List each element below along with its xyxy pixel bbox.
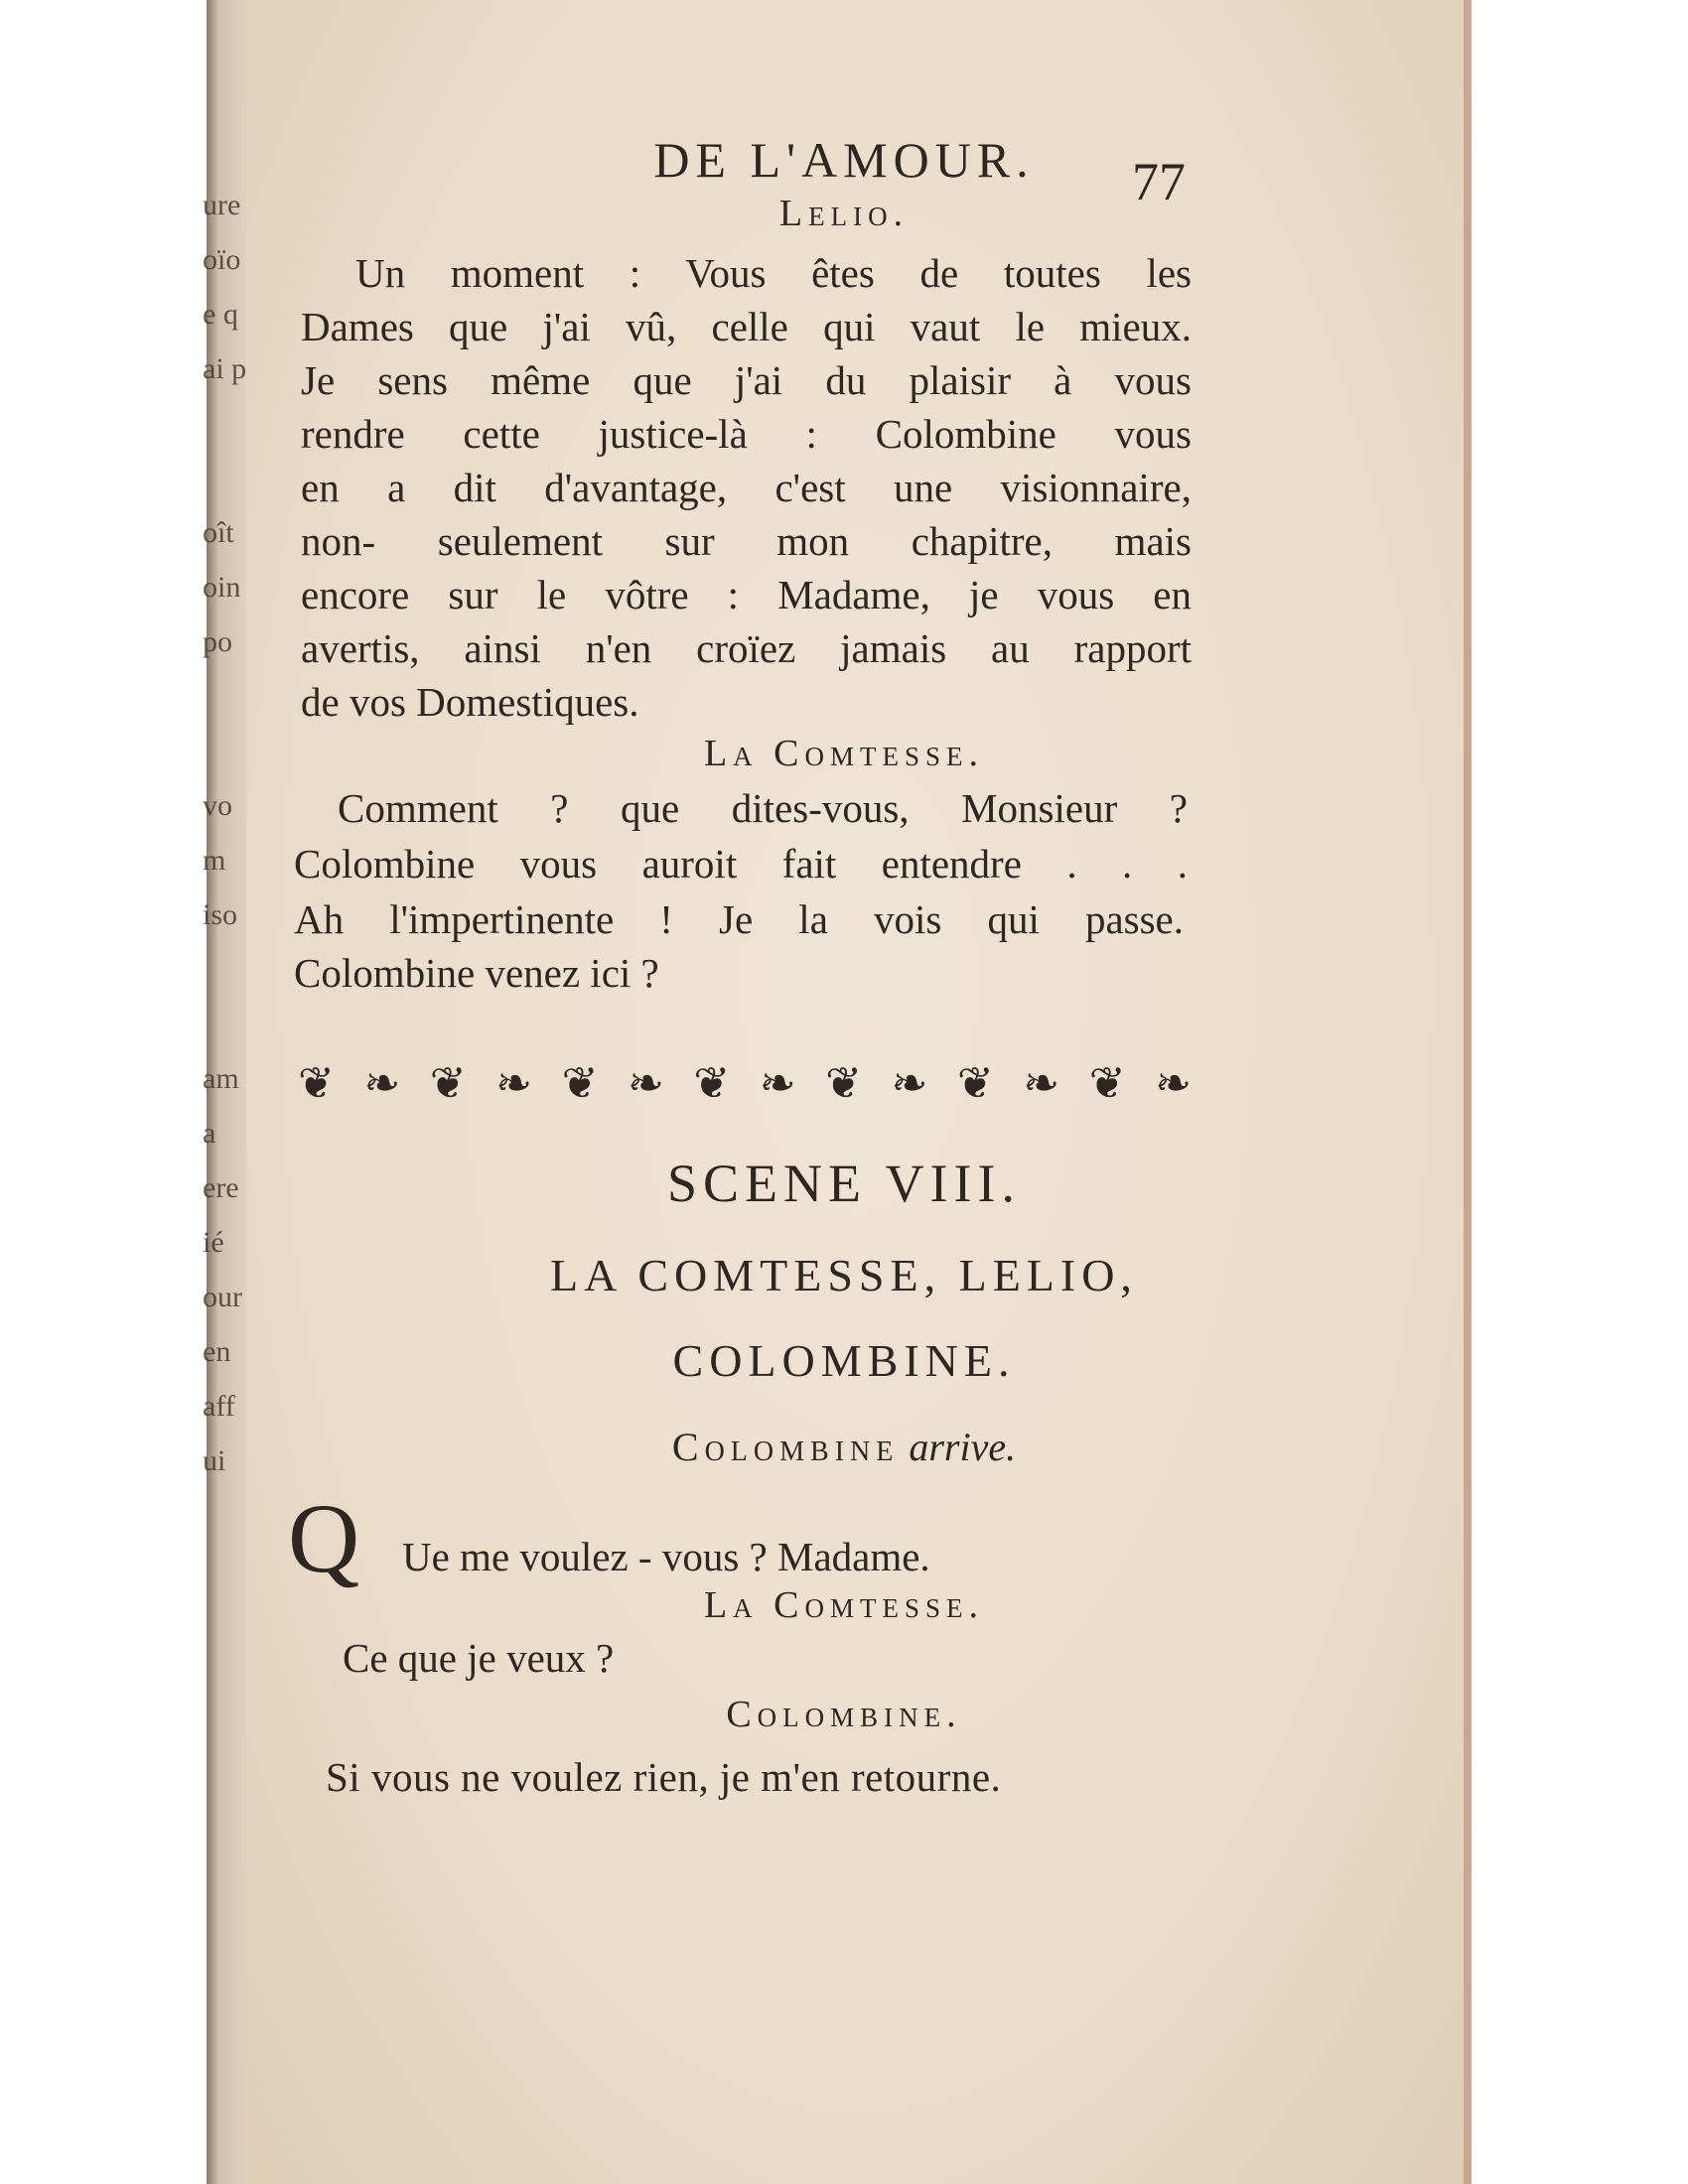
characters-line: LA COMTESSE, LELIO, (550, 1250, 1138, 1300)
prev-page-fragment: our (203, 1281, 242, 1313)
prev-page-fragment: iso (203, 898, 238, 931)
speaker-heading: La Comtesse. (703, 1584, 985, 1626)
prev-page-fragment: am (203, 1062, 239, 1095)
fleuron-band-icon: ❦ ❧ ❦ ❧ ❦ ❧ ❦ ❧ ❦ ❧ ❦ ❧ ❦ ❧ (298, 1059, 1192, 1108)
stage-direction-name: Colombine (671, 1425, 900, 1469)
text-line: Un moment : Vous êtes de toutes les (355, 250, 1192, 296)
prev-page-fragment: po (203, 625, 232, 658)
text-line: Comment ? que dites-vous, Monsieur ? (338, 785, 1188, 831)
prev-page-fragment: oin (203, 571, 241, 604)
speaker-heading: Lelio. (778, 193, 910, 234)
prev-page-fragment: ui (203, 1444, 226, 1477)
text-line: non- seulement sur mon chapitre, mais (301, 518, 1192, 564)
prev-page-fragment: ié (203, 1226, 224, 1259)
stage-direction (0, 1425, 1688, 1469)
text-line: Je sens même que j'ai du plaisir à vous (301, 357, 1192, 403)
prev-page-fragment: aff (203, 1390, 235, 1423)
text-line: Si vous ne voulez rien, je m'en retourne. (326, 1754, 1002, 1800)
running-head: DE L'AMOUR. (653, 132, 1035, 188)
speaker-heading: La Comtesse. (703, 733, 985, 774)
prev-page-fragment: oît (203, 516, 234, 549)
text-line: encore sur le vôtre : Madame, je vous en (301, 572, 1192, 617)
characters-line: COLOMBINE. (672, 1335, 1016, 1386)
previous-page-edge (203, 0, 247, 2184)
drop-cap: Q (288, 1483, 360, 1593)
prev-page-fragment: a (203, 1117, 216, 1150)
text-line: Colombine vous auroit fait entendre . . . (294, 841, 1188, 887)
text-line: Ue me voulez - vous ? Madame. (402, 1534, 930, 1579)
text-line: Ah l'impertinente ! Je la vois qui passe. (294, 896, 1184, 942)
page-edge (1464, 0, 1472, 2184)
prev-page-fragment: en (203, 1335, 231, 1368)
text-line: rendre cette justice-là : Colombine vous (301, 411, 1192, 457)
prev-page-fragment: ere (203, 1171, 239, 1204)
prev-page-fragment: vo (203, 789, 232, 822)
prev-page-fragment: m (203, 844, 226, 877)
text-line: de vos Domestiques. (301, 679, 639, 725)
prev-page-fragment: ai p (203, 352, 247, 385)
text-line: Ce que je veux ? (343, 1635, 615, 1681)
text-line: Colombine venez ici ? (294, 950, 659, 996)
text-line: en a dit d'avantage, c'est une visionnaire, (301, 465, 1192, 510)
scene-title: SCENE VIII. (667, 1154, 1021, 1213)
stage-direction-action: arrive. (909, 1425, 1017, 1469)
page-number: 77 (1132, 152, 1186, 211)
prev-page-fragment: ure (203, 189, 241, 221)
speaker-heading: Colombine. (726, 1694, 962, 1735)
text-line: Dames que j'ai vû, celle qui vaut le mieux. (301, 304, 1192, 349)
prev-page-fragment: oïo (203, 243, 241, 276)
text-line: avertis, ainsi n'en croïez jamais au rapport (301, 625, 1192, 671)
prev-page-fragment: e q (203, 298, 238, 331)
